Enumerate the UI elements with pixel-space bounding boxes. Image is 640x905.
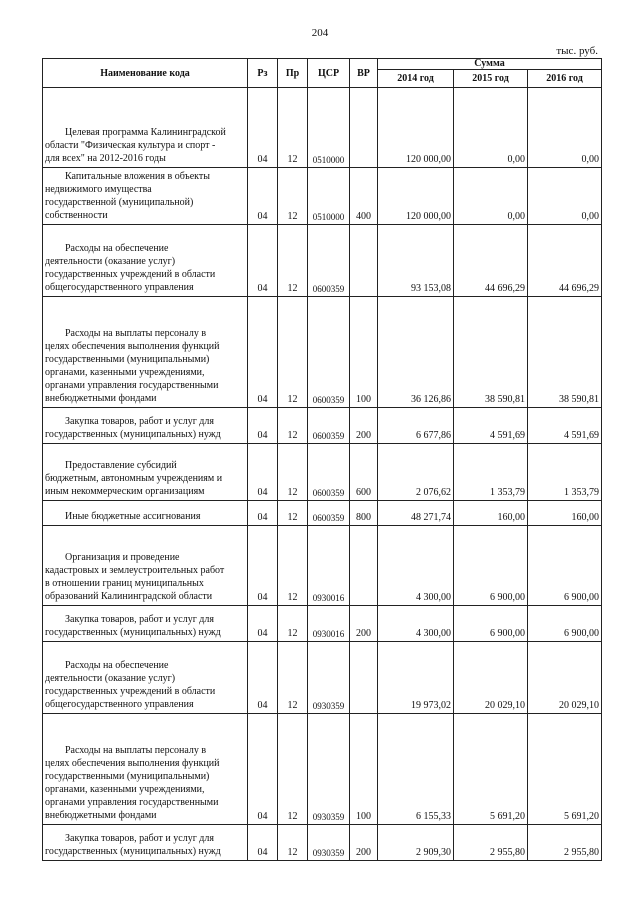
row-name-line: органами, казенными учреждениями, <box>45 367 205 378</box>
row-pr: 12 <box>278 408 308 444</box>
row-name-line: государственных учреждений в области <box>45 686 216 697</box>
row-name-line: для всех" на 2012-2016 годы <box>45 153 166 164</box>
row-vr: 400 <box>350 168 378 225</box>
row-rz: 04 <box>248 606 278 642</box>
row-rz: 04 <box>248 297 278 408</box>
row-name <box>43 444 248 501</box>
header-csr: ЦСР <box>308 59 350 88</box>
row-sum-2015: 6 900,00 <box>454 526 528 606</box>
row-pr: 12 <box>278 714 308 825</box>
row-vr: 200 <box>350 408 378 444</box>
header-sum: Сумма <box>378 59 602 70</box>
header-pr: Пр <box>278 59 308 88</box>
row-name-line: государственной (муниципальной) <box>45 197 194 208</box>
row-sum-2015: 38 590,81 <box>454 297 528 408</box>
table-body <box>43 88 602 861</box>
row-name-line: внебюджетными фондами <box>45 810 157 821</box>
row-name-line: государственных (муниципальных) нужд <box>45 846 221 857</box>
row-csr: 0600359 <box>308 408 350 444</box>
row-sum-2016: 5 691,20 <box>528 714 602 825</box>
row-sum-2016: 44 696,29 <box>528 225 602 297</box>
row-name-line: Закупка товаров, работ и услуг для <box>65 833 214 844</box>
row-sum-2016: 1 353,79 <box>528 444 602 501</box>
row-pr: 12 <box>278 168 308 225</box>
row-name <box>43 408 248 444</box>
row-csr: 0930016 <box>308 606 350 642</box>
row-csr: 0930016 <box>308 526 350 606</box>
row-name-line: государственных (муниципальных) нужд <box>45 627 221 638</box>
row-csr: 0930359 <box>308 714 350 825</box>
header-vr: ВР <box>350 59 378 88</box>
header-year-2014: 2014 год <box>378 70 454 88</box>
row-pr: 12 <box>278 606 308 642</box>
row-sum-2015: 20 029,10 <box>454 642 528 714</box>
row-name-line: Капитальные вложения в объекты <box>65 171 210 182</box>
table-row <box>43 526 602 606</box>
row-name <box>43 714 248 825</box>
row-name <box>43 225 248 297</box>
row-sum-2015: 44 696,29 <box>454 225 528 297</box>
row-vr: 600 <box>350 444 378 501</box>
row-name-line: органами управления государственными <box>45 797 219 808</box>
row-sum-2014: 2 076,62 <box>378 444 454 501</box>
row-sum-2016: 2 955,80 <box>528 825 602 861</box>
row-name-line: Расходы на обеспечение <box>65 243 169 254</box>
row-vr: 100 <box>350 714 378 825</box>
row-sum-2016: 6 900,00 <box>528 526 602 606</box>
row-csr: 0930359 <box>308 825 350 861</box>
row-pr: 12 <box>278 297 308 408</box>
row-rz: 04 <box>248 825 278 861</box>
row-vr <box>350 526 378 606</box>
row-sum-2016: 6 900,00 <box>528 606 602 642</box>
row-csr: 0600359 <box>308 501 350 526</box>
row-sum-2014: 120 000,00 <box>378 88 454 168</box>
row-sum-2015: 5 691,20 <box>454 714 528 825</box>
row-sum-2014: 19 973,02 <box>378 642 454 714</box>
row-name-line: собственности <box>45 210 108 221</box>
row-rz: 04 <box>248 444 278 501</box>
row-name <box>43 88 248 168</box>
row-sum-2014: 4 300,00 <box>378 526 454 606</box>
row-sum-2016: 20 029,10 <box>528 642 602 714</box>
row-csr: 0600359 <box>308 444 350 501</box>
units-label: тыс. руб. <box>556 45 598 57</box>
row-rz: 04 <box>248 714 278 825</box>
table-row <box>43 168 602 225</box>
row-name-line: недвижимого имущества <box>45 184 152 195</box>
row-sum-2015: 2 955,80 <box>454 825 528 861</box>
table-row <box>43 297 602 408</box>
row-vr <box>350 642 378 714</box>
row-csr: 0600359 <box>308 225 350 297</box>
row-rz: 04 <box>248 408 278 444</box>
row-csr: 0930359 <box>308 642 350 714</box>
row-sum-2014: 6 155,33 <box>378 714 454 825</box>
table-row <box>43 642 602 714</box>
row-name-line: государственных учреждений в области <box>45 269 216 280</box>
row-name <box>43 526 248 606</box>
header-name: Наименование кода <box>43 59 248 88</box>
row-name <box>43 606 248 642</box>
row-sum-2014: 120 000,00 <box>378 168 454 225</box>
row-sum-2016: 160,00 <box>528 501 602 526</box>
table-row <box>43 606 602 642</box>
row-sum-2015: 4 591,69 <box>454 408 528 444</box>
row-name-line: Целевая программа Калининградской <box>65 127 226 138</box>
row-name <box>43 642 248 714</box>
row-rz: 04 <box>248 526 278 606</box>
row-vr <box>350 225 378 297</box>
row-name-line: целях обеспечения выполнения функций <box>45 341 220 352</box>
row-sum-2015: 1 353,79 <box>454 444 528 501</box>
row-name-line: образований Калининградской области <box>45 591 213 602</box>
row-name-line: Организация и проведение <box>65 552 180 563</box>
row-name-line: бюджетным, автономным учреждениям и <box>45 473 223 484</box>
table-row <box>43 408 602 444</box>
header-year-2016: 2016 год <box>528 70 602 88</box>
row-pr: 12 <box>278 825 308 861</box>
row-vr <box>350 88 378 168</box>
row-name-line: общегосударственного управления <box>45 699 194 710</box>
row-pr: 12 <box>278 501 308 526</box>
row-name <box>43 297 248 408</box>
page-number: 204 <box>311 27 329 39</box>
row-name-line: государственных (муниципальных) нужд <box>45 429 221 440</box>
table-row <box>43 501 602 526</box>
row-name-line: целях обеспечения выполнения функций <box>45 758 220 769</box>
row-name-line: кадастровых и землеустроительных работ <box>45 565 225 576</box>
row-rz: 04 <box>248 642 278 714</box>
row-sum-2016: 0,00 <box>528 88 602 168</box>
row-rz: 04 <box>248 225 278 297</box>
row-name-line: деятельности (оказание услуг) <box>45 256 176 267</box>
row-sum-2015: 6 900,00 <box>454 606 528 642</box>
header-rz: Рз <box>248 59 278 88</box>
row-sum-2014: 4 300,00 <box>378 606 454 642</box>
row-name-line: Иные бюджетные ассигнования <box>65 511 201 522</box>
row-sum-2015: 0,00 <box>454 168 528 225</box>
row-vr: 800 <box>350 501 378 526</box>
row-sum-2014: 6 677,86 <box>378 408 454 444</box>
row-name-line: Расходы на обеспечение <box>65 660 169 671</box>
row-vr: 200 <box>350 825 378 861</box>
row-name-line: государственными (муниципальными) <box>45 771 210 782</box>
budget-table <box>42 58 602 861</box>
row-name-line: государственными (муниципальными) <box>45 354 210 365</box>
row-name-line: иным некоммерческим организациям <box>45 486 205 497</box>
row-sum-2014: 2 909,30 <box>378 825 454 861</box>
row-name-line: органами управления государственными <box>45 380 219 391</box>
table-row <box>43 88 602 168</box>
row-name <box>43 501 248 526</box>
row-sum-2015: 0,00 <box>454 88 528 168</box>
row-pr: 12 <box>278 526 308 606</box>
row-pr: 12 <box>278 444 308 501</box>
row-name-line: Расходы на выплаты персоналу в <box>65 328 207 339</box>
row-name-line: Расходы на выплаты персоналу в <box>65 745 207 756</box>
row-rz: 04 <box>248 88 278 168</box>
row-csr: 0510000 <box>308 88 350 168</box>
row-rz: 04 <box>248 168 278 225</box>
row-name <box>43 825 248 861</box>
row-pr: 12 <box>278 88 308 168</box>
table-row <box>43 825 602 861</box>
row-name-line: внебюджетными фондами <box>45 393 157 404</box>
row-csr: 0510000 <box>308 168 350 225</box>
header-year-2015: 2015 год <box>454 70 528 88</box>
row-sum-2014: 93 153,08 <box>378 225 454 297</box>
row-sum-2016: 0,00 <box>528 168 602 225</box>
row-csr: 0600359 <box>308 297 350 408</box>
row-sum-2014: 48 271,74 <box>378 501 454 526</box>
row-sum-2016: 4 591,69 <box>528 408 602 444</box>
row-rz: 04 <box>248 501 278 526</box>
row-vr: 100 <box>350 297 378 408</box>
row-sum-2014: 36 126,86 <box>378 297 454 408</box>
row-sum-2016: 38 590,81 <box>528 297 602 408</box>
row-name-line: деятельности (оказание услуг) <box>45 673 176 684</box>
row-name-line: общегосударственного управления <box>45 282 194 293</box>
row-vr: 200 <box>350 606 378 642</box>
row-name-line: Предоставление субсидий <box>65 460 177 471</box>
row-name-line: области "Физическая культура и спорт - <box>45 140 216 151</box>
row-name-line: органами, казенными учреждениями, <box>45 784 205 795</box>
table-row <box>43 225 602 297</box>
row-name-line: в отношении границ муниципальных <box>45 578 204 589</box>
row-name <box>43 168 248 225</box>
row-name-line: Закупка товаров, работ и услуг для <box>65 614 214 625</box>
table-row <box>43 714 602 825</box>
table-row <box>43 444 602 501</box>
row-sum-2015: 160,00 <box>454 501 528 526</box>
row-name-line: Закупка товаров, работ и услуг для <box>65 416 214 427</box>
row-pr: 12 <box>278 642 308 714</box>
row-pr: 12 <box>278 225 308 297</box>
